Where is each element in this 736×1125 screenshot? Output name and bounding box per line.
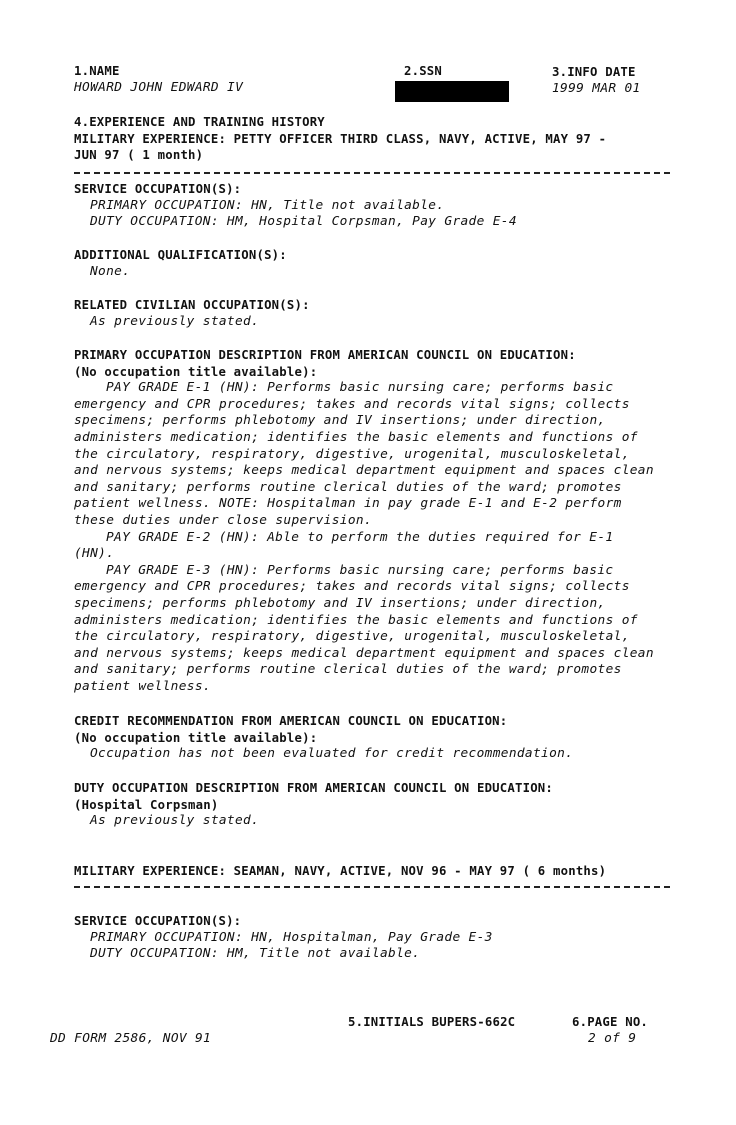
desc-e1-line: these duties under close supervision. <box>74 512 373 528</box>
experience-2 <box>74 863 674 880</box>
related-heading: RELATED CIVILIAN OCCUPATION(S): <box>74 298 310 312</box>
additional-qualifications <box>74 247 674 280</box>
service-occupations-1 <box>74 181 674 231</box>
desc-e3-line: the circulatory, respiratory, digestive, urogenital, musculoskeletal, <box>74 629 630 645</box>
credit-recommendation <box>74 713 674 763</box>
related-civilian-occupations <box>74 297 674 330</box>
info-date-label: 3.INFO DATE <box>552 65 636 79</box>
desc-e3-line: emergency and CPR procedures; takes and records vital signs; collects <box>74 579 630 595</box>
primary-occupation: PRIMARY OCCUPATION: HN, Title not available. <box>90 197 445 213</box>
form-id: DD FORM 2586, NOV 91 <box>50 1031 212 1046</box>
desc-e1-line: PAY GRADE E-1 (HN): Performs basic nursing care; performs basic <box>106 380 614 396</box>
desc-e3-line: specimens; performs phlebotomy and IV insertions; under direction, <box>74 595 606 611</box>
ssn-label: 2.SSN <box>404 64 443 78</box>
credit-subheading: (No occupation title available): <box>74 730 318 745</box>
divider-2 <box>74 886 670 888</box>
desc-e1-line: the circulatory, respiratory, digestive, urogenital, musculoskeletal, <box>74 446 630 462</box>
related-value: As previously stated. <box>90 313 260 329</box>
primary-desc-heading: PRIMARY OCCUPATION DESCRIPTION FROM AMERICAN COUNCIL ON EDUCATION: <box>74 348 576 362</box>
ssn-redaction <box>395 81 509 102</box>
desc-e1-line: and sanitary; performs routine clerical duties of the ward; promotes <box>74 479 622 495</box>
page-no-label: 6.PAGE NO. <box>572 1015 649 1029</box>
desc-e1-line: administers medication; identifies the basic elements and functions of <box>74 429 638 445</box>
service2-heading: SERVICE OCCUPATION(S): <box>74 914 242 928</box>
service-heading: SERVICE OCCUPATION(S): <box>74 182 242 196</box>
credit-heading: CREDIT RECOMMENDATION FROM AMERICAN COUNCIL ON EDUCATION: <box>74 714 508 728</box>
duty-desc-subheading: (Hospital Corpsman) <box>74 797 219 812</box>
duty-desc-value: As previously stated. <box>90 813 260 829</box>
desc-e3-line: and sanitary; performs routine clerical duties of the ward; promotes <box>74 662 622 678</box>
desc-e3-line: patient wellness. <box>74 678 211 694</box>
duty-occupation: DUTY OCCUPATION: HM, Hospital Corpsman, Pay Grade E-4 <box>90 214 517 230</box>
desc-e2-line: PAY GRADE E-2 (HN): Able to perform the duties required for E-1 <box>106 529 614 545</box>
experience-1-line-1: MILITARY EXPERIENCE: PETTY OFFICER THIRD CLASS, NAVY, ACTIVE, MAY 97 - <box>74 131 607 146</box>
name-label: 1.NAME <box>74 64 120 78</box>
primary-occupation-2: PRIMARY OCCUPATION: HN, Hospitalman, Pay Grade E-3 <box>90 929 493 945</box>
desc-e2-line: (HN). <box>74 546 115 562</box>
desc-e1-line: patient wellness. NOTE: Hospitalman in pay grade E-1 and E-2 perform <box>74 496 622 512</box>
desc-e3-line: PAY GRADE E-3 (HN): Performs basic nursing care; performs basic <box>106 562 614 578</box>
desc-e1-line: emergency and CPR procedures; takes and records vital signs; collects <box>74 396 630 412</box>
page-no-value: 2 of 9 <box>588 1031 637 1046</box>
desc-e1-line: and nervous systems; keeps medical department equipment and spaces clean <box>74 463 654 479</box>
experience-2-line: MILITARY EXPERIENCE: SEAMAN, NAVY, ACTIVE, NOV 96 - MAY 97 ( 6 months) <box>74 864 607 878</box>
credit-value: Occupation has not been evaluated for credit recommendation. <box>90 746 574 762</box>
experience-1-line-2: JUN 97 ( 1 month) <box>74 148 204 163</box>
divider-1 <box>74 172 670 174</box>
section-4-header <box>74 114 674 164</box>
service-occupations-2 <box>74 913 674 963</box>
desc-e3-line: administers medication; identifies the basic elements and functions of <box>74 612 638 628</box>
desc-e3-line: and nervous systems; keeps medical department equipment and spaces clean <box>74 645 654 661</box>
duty-occupation-2: DUTY OCCUPATION: HM, Title not available. <box>90 946 421 962</box>
primary-occupation-description <box>74 347 674 695</box>
info-date-value: 1999 MAR 01 <box>552 81 641 96</box>
initials-label: 5.INITIALS BUPERS-662C <box>348 1015 516 1029</box>
primary-desc-subheading: (No occupation title available): <box>74 364 318 379</box>
section-title: 4.EXPERIENCE AND TRAINING HISTORY <box>74 115 325 129</box>
name-value: HOWARD JOHN EDWARD IV <box>74 80 244 95</box>
desc-e1-line: specimens; performs phlebotomy and IV insertions; under direction, <box>74 413 606 429</box>
duty-desc-heading: DUTY OCCUPATION DESCRIPTION FROM AMERICAN COUNCIL ON EDUCATION: <box>74 781 554 795</box>
duty-occupation-description <box>74 780 674 830</box>
additional-value: None. <box>90 263 131 279</box>
additional-heading: ADDITIONAL QUALIFICATION(S): <box>74 248 287 262</box>
